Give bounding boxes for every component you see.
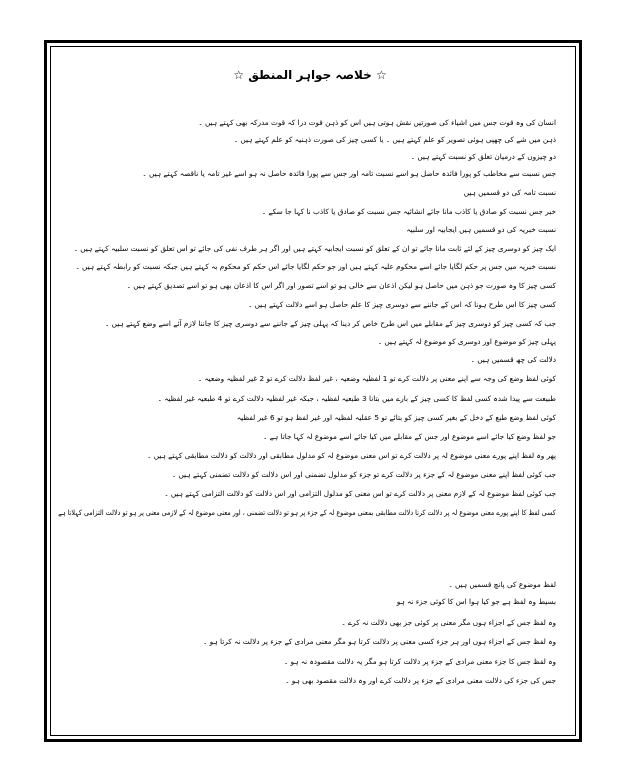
text-line: جس کی جزء کی دلالت معنی مرادی کے جزء پر دلالت کرے اور وہ دلالت مقصود بھی ہو ۔ bbox=[285, 676, 556, 685]
text-line: پھر وہ لفظ اپنے پورے معنی موضوع لہ پر دلالت کرے تو اس معنی موضوع لہ کو مدلول مطابقی اور دلالت کو دلالت مطابقی کہتے ہیں ۔ bbox=[147, 451, 556, 460]
text-line: کوئی لفظ وضع کی وجہ سے اپنے معنی پر دلالت کرے تو 1 لفظیہ وضعیہ ، غیر لفظ دلالت کرے تو 2 غیر لفظیہ وضعیہ ۔ bbox=[197, 374, 556, 383]
text-line: وہ لفظ جس کے اجزاء ہوں اور ہر جزء کسی معنی پر دلالت کرتا ہو مگر معنی مرادی کے جزء پر دلالت نہ کرتا ہو ۔ bbox=[203, 637, 556, 646]
text-line: جب کوئی لفظ اپنے معنی موضوع لہ کے جزء پر دلالت کرے تو جزء کو مدلول تضمنی اور اس دلالت کو دلالت تضمنی کہتے ہیں ۔ bbox=[171, 470, 556, 479]
text-line: ذہن میں شے کی چھپی ہوئی تصویر کو علم کہتے ہیں ۔ یا کسی چیز کی صورت ذہنیہ کو علم کہتے ہیں ۔ bbox=[233, 135, 556, 144]
text-line: وہ لفظ جس کے اجزاء ہوں مگر معنی پر کوئی جز بھی دلالت نہ کرے ۔ bbox=[341, 618, 556, 627]
text-line: لفظ موضوع کی پانچ قسمیں ہیں ۔ bbox=[448, 580, 556, 589]
text-line: انسان کی وہ قوت جس میں اشیاء کی صورتیں نقش ہوتی ہیں اس کو ذہن قوت درا کہ قوت مدرکہ بھی کہتے ہیں ۔ bbox=[198, 118, 556, 127]
text-line: جب کہ کسی چیز کو دوسری چیز کے مقابلے میں اس طرح خاص کر دینا کہ پہلی چیز کے جاننے سے دوسری چیز کا جاننا لازم آئے اسے وضع کہتے ہیں ۔ bbox=[105, 319, 556, 328]
text-line: کسی چیز کا اس طرح ہونا کہ اس کے جاننے سے دوسری چیز کا علم حاصل ہو اسے دلالت کہتے ہیں ۔ bbox=[248, 300, 556, 309]
text-line: پہلی چیز کو موضوع اور دوسری کو موضوع لہ کہتے ہیں ۔ bbox=[377, 337, 556, 346]
text-line: نسبت خبریہ کی دو قسمیں ہیں ایجابیہ اور سلبیہ bbox=[406, 225, 556, 234]
text-line: جب کوئی لفظ موضوع لہ کے لازم معنی پر دلالت کرے تو اس معنی کو مدلول التزامی اور اس دلالت کو دلالت التزامی کہتے ہیں ۔ bbox=[164, 489, 556, 498]
text-line: نسبت تامہ کی دو قسمیں ہیں bbox=[463, 188, 556, 197]
text-line: جس نسبت سے مخاطب کو پورا فائدہ حاصل ہو اسے نسبت تامہ اور جس سے پورا فائدہ حاصل نہ ہو اسے غیر تامہ یا ناقصہ کہتے ہیں ۔ bbox=[142, 169, 556, 178]
text-line: کسی لفظ کا اپنے پورے معنی موضوع لہ پر دلالت کرنا دلالت مطابقی بمعنی موضوع لہ کے جزء پر ہو تو دلالت تضمنی ، اور معنی موضوع لہ کے لازمی معنی پر ہو تو دلالت التزامی کہلاتا ہے bbox=[58, 508, 556, 517]
text-line: دو چیزوں کے درمیان تعلق کو نسبت کہتے ہیں ۔ bbox=[410, 152, 556, 161]
text-line: ایک چیز کو دوسری چیز کے لئے ثابت مانا جائے تو ان کے تعلق کو نسبت ایجابیہ کہتے ہیں اور اگر ہر طرف نفی کی جائے تو اس تعلق کو نسبت سلبیہ کہتے ہیں ۔ bbox=[73, 244, 556, 253]
text-line: دلالت کی چھ قسمیں ہیں ۔ bbox=[470, 355, 556, 364]
text-line: خبر جس نسبت کو صادق یا کاذب مانا جائے انشائیہ جس نسبت کو صادق یا کاذب نا کہا جا سکے ۔ bbox=[261, 207, 556, 216]
text-line: کوئی لفظ وضع طبع کے دخل کے بغیر کسی چیز کو بتائے تو 5 عقلیہ لفظیہ اور غیر لفظ ہو تو 6 غیر لفظیہ bbox=[236, 413, 556, 422]
document-title: ☆ خلاصہ جواہر المنطق ☆ bbox=[233, 68, 387, 82]
text-line: بسیط وہ لفظ ہے جو کیا ہوا اس کا کوئی جزء نہ ہو bbox=[396, 597, 556, 606]
text-line: جو لفظ وضع کیا جائے اسے موضوع اور جس کے مقابلے میں کیا جائے اسے موضوع لہ کہا جاتا ہے ۔ bbox=[263, 432, 556, 441]
text-line: طبیعت سے پیدا شدہ کسی لفظ کا کسی چیز کے بارے میں بتانا 3 طبعیہ لفظیہ ، جبکہ غیر لفظیہ دلالت کرے تو 4 طبعیہ غیر لفظیہ ۔ bbox=[157, 394, 556, 403]
text-line: کسی چیز کا وہ صورت جو ذہن میں حاصل ہو لیکن اذعان سے خالی ہو تو اسے تصور اور اگر اس کا اذعان بھی ہو تو اسے تصدیق کہتے ہیں ۔ bbox=[126, 281, 556, 290]
text-line: وہ لفظ جس کا جزء معنی مرادی کے جزء پر دلالت کرتا ہو مگر یہ دلالت مقصودہ نہ ہو ۔ bbox=[283, 657, 556, 666]
page-border-inner bbox=[50, 46, 576, 736]
text-line: نسبت خبریہ میں جس پر حکم لگایا جائے اسے محکوم علیہ کہتے ہیں اور جو حکم لگایا جائے اس حکم کو محکوم بہ کہتے ہیں جبکہ نسبت کو رابطہ کہتے ہیں ۔ bbox=[75, 262, 556, 271]
